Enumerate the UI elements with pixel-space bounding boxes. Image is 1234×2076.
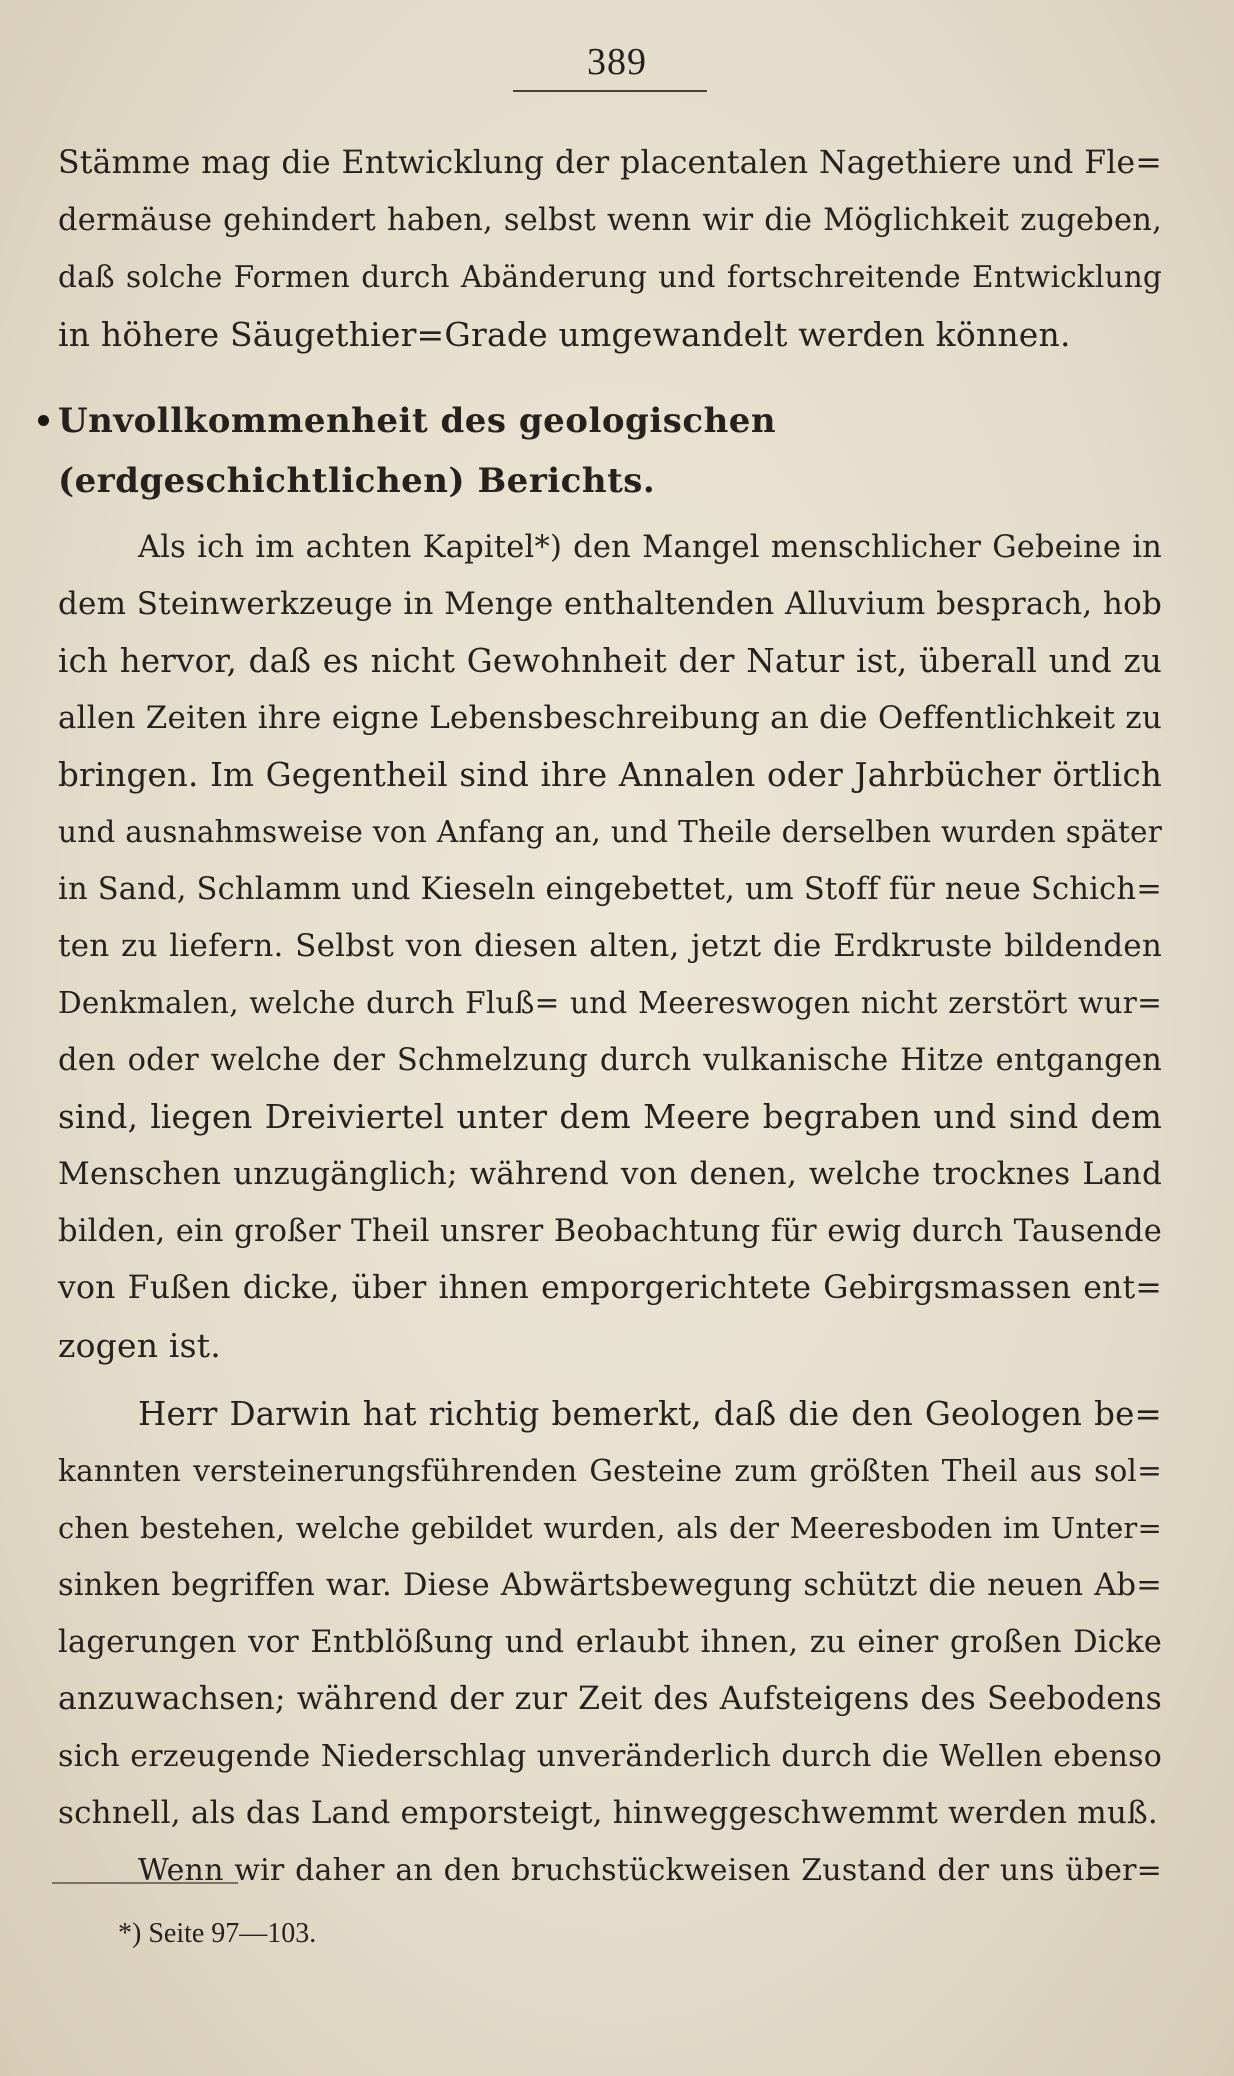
- text-line: und ausnahmsweise von Anfang an, und Theile derselben wurden später: [58, 815, 1162, 849]
- text-line: lagerungen vor Entblößung und erlaubt ihnen, zu einer großen Dicke: [58, 1625, 1162, 1660]
- text-line: sich erzeugende Niederschlag unveränderlich durch die Wellen ebenso: [58, 1739, 1162, 1774]
- text-line: dem Steinwerkzeuge in Menge enthaltenden Alluvium besprach, hob: [58, 586, 1162, 622]
- text-line: daß solche Formen durch Abänderung und fortschreitende Entwicklung: [58, 260, 1162, 294]
- paragraph-continuation: [58, 135, 1162, 363]
- footnote-rule: [52, 1882, 238, 1884]
- paragraph-darwin: [58, 1386, 1162, 1842]
- text-line: sind, liegen Dreiviertel unter dem Meere begraben und sind dem: [58, 1098, 1162, 1136]
- text-line: von Fußen dicke, über ihnen emporgerichtete Gebirgsmassen ent=: [58, 1270, 1162, 1306]
- header-rule: [513, 90, 707, 92]
- text-line: schnell, als das Land emporsteigt, hinweggeschwemmt werden muß.: [58, 1795, 1158, 1831]
- text-line: Wenn wir daher an den bruchstückweisen Zustand der uns über=: [138, 1853, 1162, 1888]
- text-line: Denkmalen, welche durch Fluß= und Meereswogen nicht zerstört wur=: [58, 986, 1162, 1020]
- page-number: 389: [587, 41, 647, 83]
- bullet-mark: [38, 415, 49, 426]
- text-line: bringen. Im Gegentheil sind ihre Annalen oder Jahrbücher örtlich: [58, 756, 1162, 794]
- text-line: sinken begriffen war. Diese Abwärtsbewegung schützt die neuen Ab=: [58, 1568, 1162, 1603]
- text-line: kannten versteinerungsführenden Gesteine zum größten Theil aus sol=: [58, 1454, 1162, 1488]
- text-line: allen Zeiten ihre eigne Lebensbeschreibung an die Oeffentlichkeit zu: [58, 700, 1162, 736]
- text-line: in Sand, Schlamm und Kieseln eingebettet, um Stoff für neue Schich=: [58, 872, 1162, 907]
- paragraph-gap: [58, 1374, 1162, 1386]
- text-line: in höhere Säugethier=Grade umgewandelt werden können.: [58, 315, 1071, 354]
- text-line: bilden, ein großer Theil unsrer Beobachtung für ewig durch Tausende: [58, 1214, 1162, 1249]
- text-line: ich hervor, daß es nicht Gewohnheit der Natur ist, überall und zu: [58, 642, 1162, 680]
- body-text: [58, 135, 1162, 1899]
- text-line: dermäuse gehindert haben, selbst wenn wir die Möglichkeit zugeben,: [58, 203, 1162, 238]
- text-line: Herr Darwin hat richtig bemerkt, daß die den Geologen be=: [138, 1395, 1162, 1433]
- text-line: zogen ist.: [58, 1326, 221, 1365]
- text-line: Stämme mag die Entwicklung der placentalen Nagethiere und Fle=: [58, 145, 1162, 181]
- text-line: Als ich im achten Kapitel*) den Mangel menschlicher Gebeine in: [138, 530, 1162, 565]
- text-line: anzuwachsen; während der zur Zeit des Aufsteigens des Seebodens: [58, 1681, 1162, 1717]
- footnote: *) Seite 97—103.: [118, 1918, 317, 1949]
- section-heading-text: Unvollkommenheit des geologischen (erdgeschichtlichen) Berichts.: [58, 401, 777, 501]
- paragraph-wenn: [58, 1842, 1162, 1899]
- section-heading: [58, 363, 1162, 519]
- paragraph-alluvium: [58, 519, 1162, 1374]
- text-line: chen bestehen, welche gebildet wurden, als der Meeresboden im Unter=: [58, 1511, 1162, 1545]
- text-line: ten zu liefern. Selbst von diesen alten, jetzt die Erdkruste bildenden: [58, 928, 1162, 964]
- text-line: Menschen unzugänglich; während von denen, welche trocknes Land: [58, 1156, 1162, 1192]
- text-line: den oder welche der Schmelzung durch vulkanische Hitze entgangen: [58, 1043, 1162, 1078]
